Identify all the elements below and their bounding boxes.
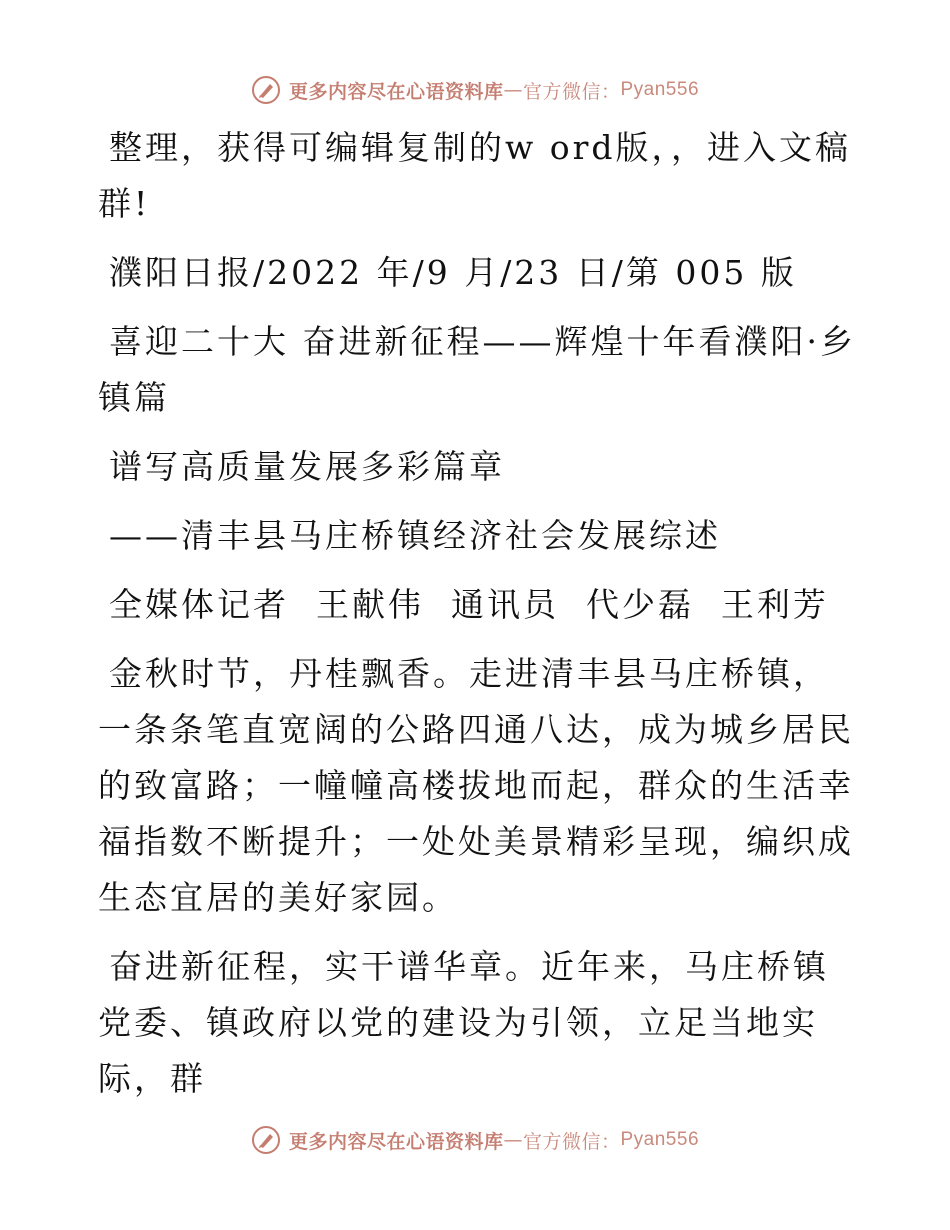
- paragraph-intro: 整理，获得可编辑复制的w ord版，，进入文稿群!: [98, 128, 852, 223]
- pen-nib-icon: [251, 75, 281, 105]
- paragraph-source: 濮阳日报/2022 年/9 月/23 日/第 005 版: [109, 253, 797, 292]
- article-headline: 谱写高质量发展多彩篇章: [109, 447, 505, 486]
- pen-nib-icon: [251, 1125, 281, 1155]
- paragraph-body-1: 金秋时节，丹桂飘香。走进清丰县马庄桥镇，一条条笔直宽阔的公路四通八达，成为城乡居民的致富路；一幢幢高楼拔地而起，群众的生活幸福指数不断提升；一处处美景精彩呈现，编织成生态宜居的美好家园。: [98, 654, 854, 917]
- article-byline: 全媒体记者 王献伟 通讯员 代少磊 王利芳: [109, 585, 829, 624]
- watermark-separator: —: [503, 1129, 523, 1151]
- paragraph-column-title: 喜迎二十大 奋进新征程——辉煌十年看濮阳·乡镇篇: [98, 322, 856, 417]
- watermark-wechat-id: Pyan556: [620, 79, 700, 100]
- paragraph-body-2: 奋进新征程，实干谱华章。近年来，马庄桥镇党委、镇政府以党的建设为引领，立足当地实际，群: [98, 947, 829, 1098]
- watermark-site-text: 更多内容尽在心语资料库: [288, 1130, 504, 1153]
- watermark-wechat-id: Pyan556: [620, 1129, 700, 1150]
- watermark-site-text: 更多内容尽在心语资料库: [288, 80, 504, 103]
- watermark-banner-top: [0, 70, 950, 110]
- watermark-banner-bottom: [0, 1120, 950, 1160]
- watermark-wechat-label: 官方微信：: [522, 80, 621, 103]
- watermark-wechat-label: 官方微信：: [522, 1130, 621, 1153]
- document-body: [98, 120, 858, 1120]
- article-subheadline: ——清丰县马庄桥镇经济社会发展综述: [109, 516, 721, 555]
- watermark-separator: —: [503, 79, 523, 101]
